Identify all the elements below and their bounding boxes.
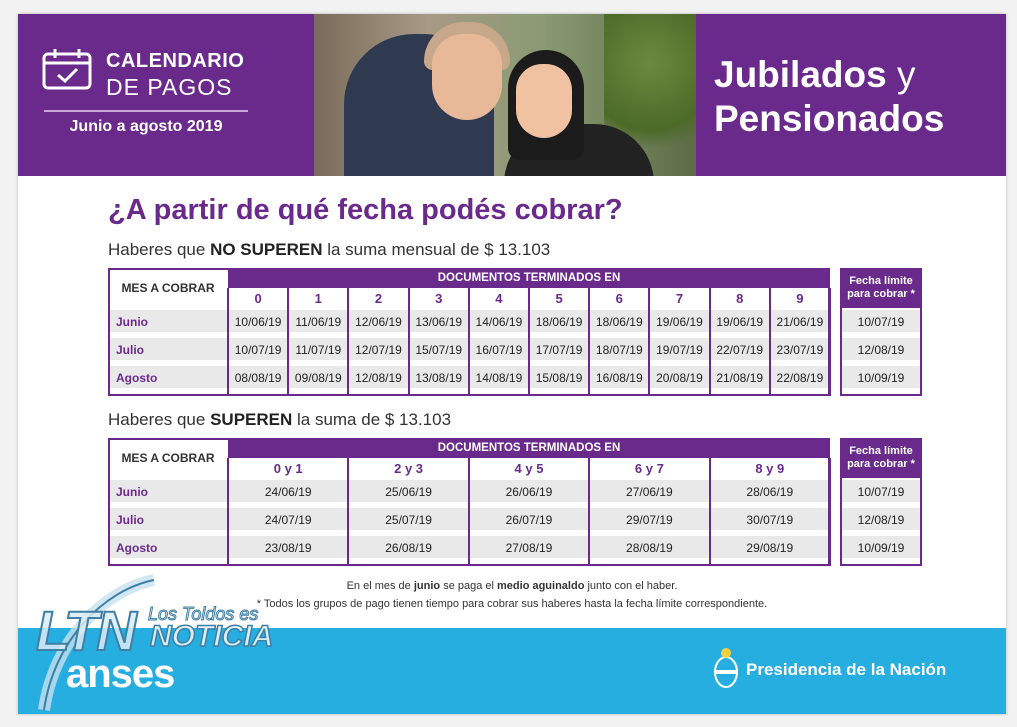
header-right-panel	[696, 14, 1006, 176]
section1-col-header: 9	[796, 290, 804, 306]
section1-date-cell: 22/07/19	[716, 343, 764, 357]
section2-col-header: 4 y 5	[514, 460, 544, 476]
section1-col-divider	[408, 288, 410, 396]
section1-date-cell: 13/06/19	[415, 315, 463, 329]
section1-date-cell: 14/08/19	[475, 371, 523, 385]
section2-doc-header: DOCUMENTOS TERMINADOS EN	[228, 438, 830, 458]
section1-row-month: Julio	[116, 343, 145, 357]
section1-col-divider	[829, 288, 831, 396]
section1-date-cell: 11/06/19	[295, 315, 342, 329]
section1-date-cell: 12/08/19	[355, 371, 402, 385]
section1-date-cell: 19/06/19	[716, 315, 764, 329]
calendar-title-line1: CALENDARIO	[106, 50, 245, 72]
section2-row-month: Junio	[116, 485, 148, 499]
section1-date-cell: 21/06/19	[776, 315, 824, 329]
section2-col-divider	[709, 458, 711, 566]
section1-col-divider	[347, 288, 349, 396]
section2-date-cell: 28/06/19	[746, 485, 794, 499]
section1-date-cell: 14/06/19	[475, 315, 523, 329]
section2-date-cell: 24/06/19	[264, 485, 312, 499]
section2-date-cell: 25/07/19	[385, 513, 432, 527]
section1-subtitle	[108, 240, 550, 260]
section2-date-cell: 28/08/19	[626, 541, 673, 555]
section1-subtitle-bold: NO SUPEREN	[210, 240, 323, 259]
title-jubilados: Jubilados	[714, 54, 887, 95]
section1-col-header: 0	[254, 290, 262, 306]
photo-elderly-woman-face	[432, 34, 502, 120]
section2-limit-cell: 10/07/19	[857, 485, 905, 499]
section2-row-month: Agosto	[116, 541, 158, 555]
section1-date-cell: 15/07/19	[415, 343, 463, 357]
section2-date-cell: 24/07/19	[264, 513, 312, 527]
section1-date-cell: 19/07/19	[656, 343, 703, 357]
section1-col-header: 7	[675, 290, 684, 306]
section1-date-cell: 15/08/19	[535, 371, 583, 385]
section2-date-cell: 30/07/19	[746, 513, 794, 527]
section1-date-cell: 23/07/19	[776, 343, 824, 357]
main-question: ¿A partir de qué fecha podés cobrar?	[108, 194, 623, 226]
section2-limit-cell: 10/09/19	[857, 541, 905, 555]
section2-date-cell: 26/06/19	[505, 485, 553, 499]
section1-date-cell: 09/08/19	[294, 371, 342, 385]
header-divider	[44, 110, 248, 112]
section2-col-divider	[347, 458, 349, 566]
section2-col-header: 6 y 7	[634, 460, 664, 476]
note1-mid: se paga el	[440, 580, 498, 592]
section2-limit-cell: 12/08/19	[857, 513, 905, 527]
section2-date-cell: 27/06/19	[626, 485, 673, 499]
section1-col-divider	[709, 288, 711, 396]
section1-limit-cell: 12/08/19	[857, 343, 905, 357]
section2-date-cell: 23/08/19	[264, 541, 312, 555]
section1-subtitle-post: la suma mensual de $ 13.103	[322, 240, 551, 259]
section1-col-divider	[588, 288, 590, 396]
section1-subtitle-pre: Haberes que	[108, 240, 211, 259]
watermark-noticia: NOTICIA	[150, 620, 274, 653]
calendar-check-icon	[42, 48, 94, 92]
section1-date-cell: 17/07/19	[535, 343, 583, 357]
section1-date-cell: 21/08/19	[716, 371, 764, 385]
presidencia-label: Presidencia de la Nación	[746, 660, 947, 679]
section2-date-cell: 27/08/19	[505, 541, 553, 555]
section2-date-cell: 29/07/19	[626, 513, 673, 527]
title-y: y	[896, 54, 916, 95]
note1-bold-aguinaldo: medio aguinaldo	[497, 580, 585, 592]
section2-subtitle	[108, 410, 451, 430]
deadline-note: * Todos los grupos de pago tienen tiempo para cobrar sus haberes hasta la fecha límite correspondiente.	[256, 598, 768, 610]
section1-date-cell: 18/06/19	[595, 315, 643, 329]
header-title-line1	[714, 54, 915, 96]
section2-col-header: 0 y 1	[273, 460, 303, 476]
aguinaldo-note	[18, 580, 1006, 592]
header-left-panel	[18, 14, 314, 176]
national-shield-icon	[712, 646, 740, 692]
section2-subtitle-post: la suma de $ 13.103	[292, 410, 452, 429]
section1-date-cell: 20/08/19	[656, 371, 703, 385]
section1-doc-header: DOCUMENTOS TERMINADOS EN	[228, 268, 830, 288]
section2-date-cell: 25/06/19	[385, 485, 432, 499]
section1-col-header: 6	[615, 290, 623, 306]
section1-row-month: Agosto	[116, 371, 158, 385]
section2-col-header: 2 y 3	[394, 460, 424, 476]
section1-row-month: Junio	[116, 315, 148, 329]
watermark-ltn: LTN	[36, 599, 135, 662]
section2-limit-header: Fecha límite para cobrar *	[840, 438, 922, 478]
section2-mes-header: MES A COBRAR	[121, 451, 215, 465]
watermark-los-toldos: Los Toldos es	[148, 604, 259, 624]
header-photo	[314, 14, 696, 176]
section1-date-cell: 10/06/19	[234, 315, 282, 329]
section1-date-cell: 18/06/19	[535, 315, 583, 329]
photo-young-woman-face	[516, 64, 572, 138]
section1-col-header: 8	[736, 290, 744, 306]
section1-col-divider	[769, 288, 771, 396]
section2-subtitle-pre: Haberes que	[108, 410, 211, 429]
section2-col-header: 8 y 9	[755, 460, 785, 476]
section2-col-divider	[588, 458, 590, 566]
section2-date-cell: 29/08/19	[746, 541, 794, 555]
section2-subtitle-bold: SUPEREN	[210, 410, 293, 429]
note1-bold-junio: junio	[413, 580, 441, 592]
section1-date-cell: 08/08/19	[234, 371, 282, 385]
section1-col-divider	[468, 288, 470, 396]
calendar-title-line2: DE PAGOS	[106, 74, 233, 100]
section1-col-divider	[227, 288, 229, 396]
section1-date-cell: 16/07/19	[475, 343, 523, 357]
section1-date-cell: 19/06/19	[656, 315, 703, 329]
section1-date-cell: 10/07/19	[234, 343, 282, 357]
section1-date-cell: 12/06/19	[355, 315, 402, 329]
section1-limit-header: Fecha límite para cobrar *	[840, 268, 922, 308]
section1-col-header: 2	[374, 290, 383, 306]
section1-col-header: 4	[495, 290, 503, 306]
section2-date-cell: 26/08/19	[385, 541, 432, 555]
section2-col-divider	[829, 458, 831, 566]
anses-logo: anses	[66, 652, 175, 696]
note1-pre: En el mes de	[346, 580, 414, 592]
section1-date-cell: 13/08/19	[415, 371, 463, 385]
section1-col-divider	[528, 288, 530, 396]
period-label: Junio a agosto 2019	[69, 118, 223, 135]
section1-date-cell: 16/08/19	[595, 371, 643, 385]
section1-col-header: 3	[435, 290, 443, 306]
section1-limit-cell: 10/07/19	[857, 315, 905, 329]
note1-post: junto con el haber.	[584, 580, 678, 592]
section1-date-cell: 12/07/19	[355, 343, 402, 357]
section2-date-cell: 26/07/19	[505, 513, 553, 527]
section2-row-month: Julio	[116, 513, 145, 527]
header-title-line2: Pensionados	[714, 98, 945, 139]
section1-date-cell: 22/08/19	[776, 371, 824, 385]
section1-col-header: 5	[555, 290, 563, 306]
section1-col-divider	[287, 288, 289, 396]
section1-limit-cell: 10/09/19	[857, 371, 905, 385]
section1-date-cell: 18/07/19	[595, 343, 643, 357]
section1-col-divider	[648, 288, 650, 396]
section2-col-divider	[227, 458, 229, 566]
section1-date-cell: 11/07/19	[295, 343, 342, 357]
section1-mes-header: MES A COBRAR	[121, 281, 215, 295]
section2-col-divider	[468, 458, 470, 566]
section1-col-header: 1	[314, 290, 322, 306]
